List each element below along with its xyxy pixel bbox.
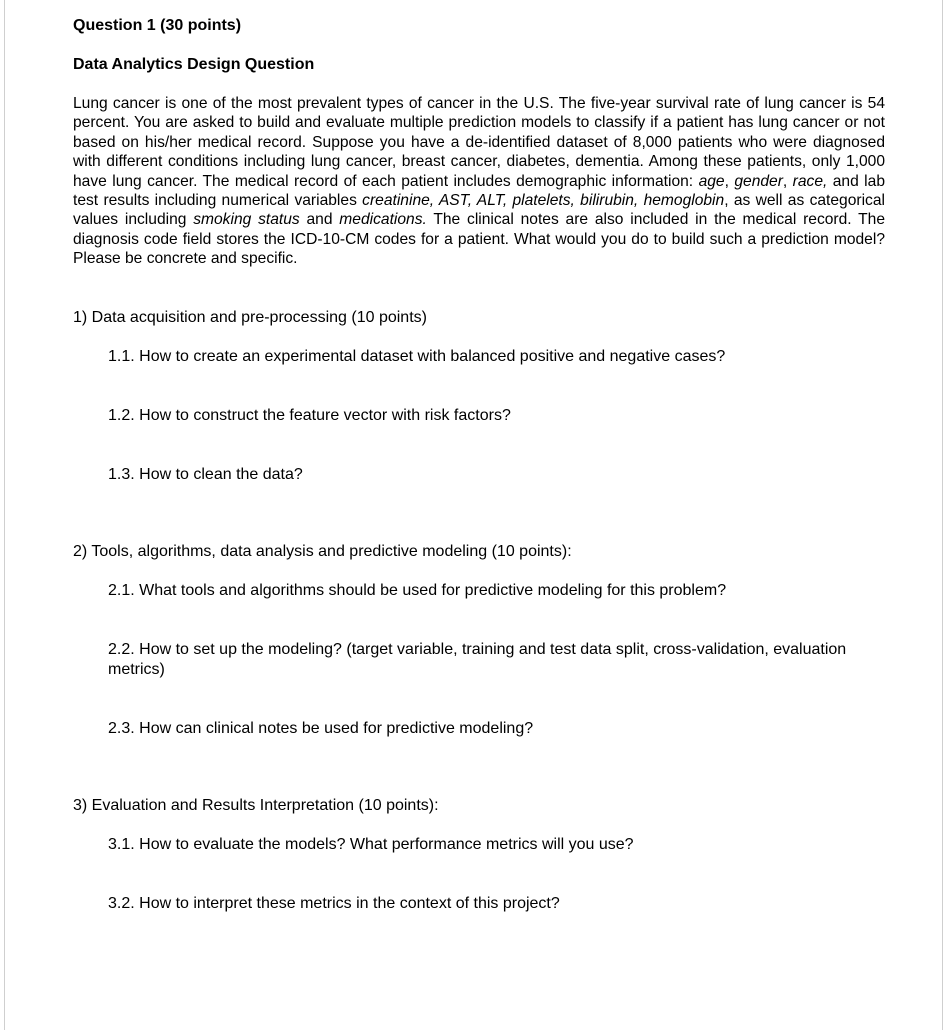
intro-medications: medications. xyxy=(339,211,427,229)
sub-question-3-2: 3.2. How to interpret these metrics in the context of this project? xyxy=(108,894,560,912)
document-content xyxy=(73,16,885,914)
question-subtitle: Data Analytics Design Question xyxy=(73,56,315,73)
sub-question-2-3: 2.3. How can clinical notes be used for predictive modeling? xyxy=(108,719,534,737)
intro-text-2: and lab test results including numerical variables xyxy=(73,172,885,210)
intro-text-1: Lung cancer is one of the most prevalent types of cancer in the U.S. The five-year survival rate of lung cancer is 54 percent. You are asked to build and evaluate multiple prediction models to classify if a patient has lung cancer or not based on his/her medical record. Suppose you have a de-identified dataset of 8,000 patients who were diagnosed with different conditions including lung cancer, breast cancer, diabetes, dementia. Among these patients, only 1,000 have lung cancer. The medical record of each patient includes demographic information: xyxy=(73,95,885,190)
intro-sep-1: , xyxy=(724,172,735,190)
intro-text-5: The clinical notes are also included in the medical record. The diagnosis code field stores the ICD-10-CM codes for a patient. What would you do to build such a prediction model? Please be concrete and specific. xyxy=(73,211,885,268)
intro-gender: gender xyxy=(734,172,783,190)
sub-question-2-1: 2.1. What tools and algorithms should be used for predictive modeling for this problem? xyxy=(108,581,727,599)
section-3-heading: 3) Evaluation and Results Interpretation (10 points): xyxy=(73,796,439,814)
sub-question-2-2: 2.2. How to set up the modeling? (target variable, training and test data split, cross-validation, evaluation metrics) xyxy=(108,640,847,678)
intro-text-3: , as well as categorical values including xyxy=(73,192,885,229)
sub-question-1-2: 1.2. How to construct the feature vector with risk factors? xyxy=(108,406,511,424)
section-2-heading: 2) Tools, algorithms, data analysis and predictive modeling (10 points): xyxy=(73,542,572,560)
question-intro xyxy=(73,94,885,269)
sub-question-1-1: 1.1. How to create an experimental dataset with balanced positive and negative cases? xyxy=(108,347,726,365)
sub-question-1-3: 1.3. How to clean the data? xyxy=(108,465,303,483)
intro-text-4: and xyxy=(299,211,340,229)
sub-question-3-1: 3.1. How to evaluate the models? What performance metrics will you use? xyxy=(108,835,634,853)
intro-race: race, xyxy=(792,172,828,190)
document-page xyxy=(4,0,943,1030)
intro-sep-2: , xyxy=(782,172,793,190)
intro-age: age xyxy=(698,172,725,190)
intro-smoking-status: smoking status xyxy=(193,211,300,229)
question-title: Question 1 (30 points) xyxy=(73,17,242,34)
intro-numerical-variables: creatinine, AST, ALT, platelets, bilirubin, hemoglobin xyxy=(362,192,725,210)
section-1-heading: 1) Data acquisition and pre-processing (10 points) xyxy=(73,308,427,326)
